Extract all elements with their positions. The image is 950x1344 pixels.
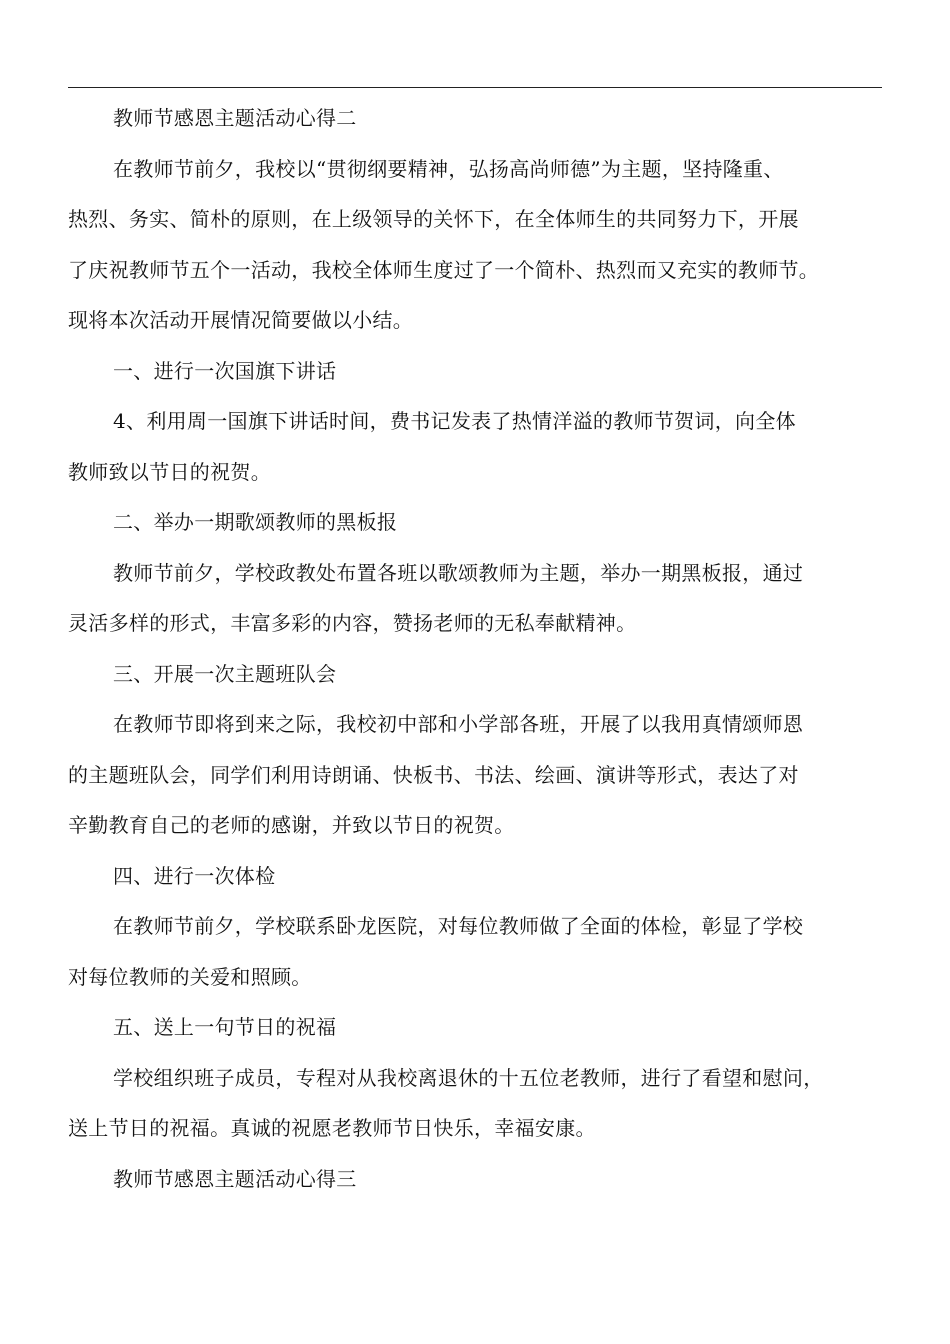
text-line: 三、开展一次主题班队会 [113,661,337,686]
text-line: 辛勤教育自己的老师的感谢，并致以节日的祝贺。 [68,813,515,837]
body-paragraph [68,396,886,497]
text-line: 现将本次活动开展情况简要做以小结。 [68,308,414,332]
text-line: 灵活多样的形式，丰富多彩的内容，赞扬老师的无私奉献精神。 [68,611,637,635]
text-line: 学校组织班子成员，专程对从我校离退休的十五位老教师，进行了看望和慰问， [113,1065,824,1090]
subheading [68,1002,886,1053]
text-line: 教师节感恩主题活动心得二 [113,106,357,130]
subheading [68,649,886,700]
text-line: 的主题班队会，同学们利用诗朗诵、快板书、书法、绘画、演讲等形式，表达了对 [68,762,799,787]
text-line: 在教师节前夕，学校联系卧龙医院，对每位教师做了全面的体检，彰显了学校 [113,914,804,938]
subheading [68,851,886,902]
text-line: 教师致以节日的祝贺。 [68,459,271,484]
section-title [68,1154,886,1205]
text-line: 对每位教师的关爱和照顾。 [68,964,312,989]
text-line: 4、利用周一国旗下讲话时间，费书记发表了热情洋溢的教师节贺词，向全体 [113,409,796,433]
text-line: 热烈、务实、简朴的原则，在上级领导的关怀下，在全体师生的共同努力下，开展 [68,207,799,231]
text-line: 送上节日的祝福。真诚的祝愿老教师节日快乐，幸福安康。 [68,1116,596,1140]
text-line: 教师节感恩主题活动心得三 [113,1166,357,1191]
text-line: 教师节前夕，学校政教处布置各班以歌颂教师为主题，举办一期黑板报，通过 [113,560,804,585]
subheading [68,497,886,548]
text-line: 在教师节即将到来之际，我校初中部和小学部各班，开展了以我用真情颂师恩 [113,712,804,736]
subheading [68,346,886,397]
text-line: 了庆祝教师节五个一活动，我校全体师生度过了一个简朴、热烈而又充实的教师节。 [68,257,820,282]
body-paragraph [68,699,886,851]
body-paragraph [68,1053,886,1154]
body-paragraph [68,901,886,1002]
text-line: 二、举办一期歌颂教师的黑板报 [113,510,398,534]
header-rule [68,87,882,88]
text-line: 在教师节前夕，我校以“贯彻纲要精神，弘扬高尚师德”为主题，坚持隆重、 [113,156,784,181]
text-line: 四、进行一次体检 [113,863,276,888]
body-paragraph [68,548,886,649]
text-line: 五、送上一句节日的祝福 [113,1015,337,1039]
text-line: 一、进行一次国旗下讲话 [113,358,337,383]
intro-paragraph [68,144,886,346]
section-title [68,93,886,144]
document-body [68,93,886,1204]
